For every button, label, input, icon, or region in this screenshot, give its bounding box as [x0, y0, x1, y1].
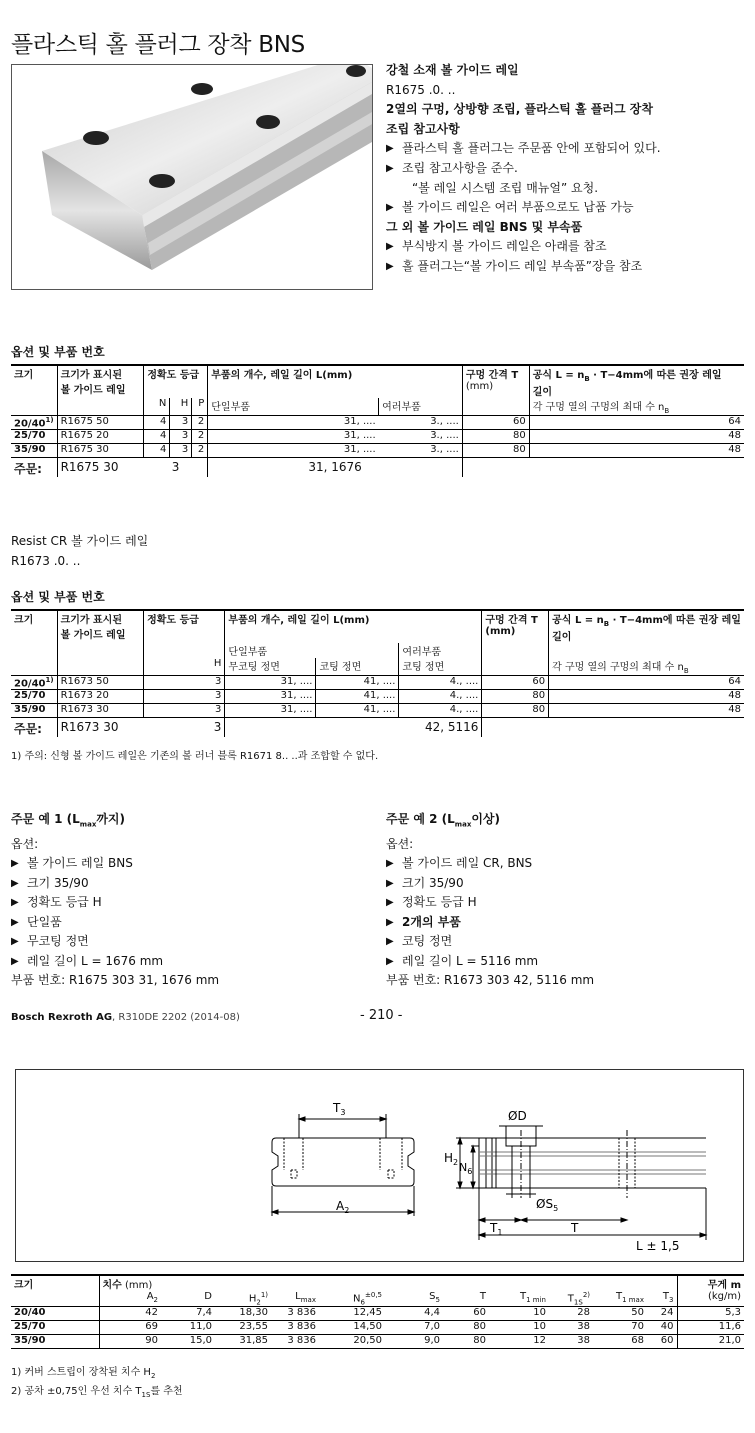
options-heading-2: 옵션 및 부품 번호 — [11, 590, 105, 604]
table-row: 35/90 90 15,0 31,85 3 836 20,50 9,0 80 12 38 68 60 21,0 — [11, 1335, 744, 1349]
label-a2: $A_2$ — [336, 1199, 350, 1215]
col-t1min: $T_{1 min}$ — [520, 1291, 546, 1304]
header-h: H — [144, 658, 225, 676]
table-row: 20/40 42 7,4 18,30 3 836 12,45 4,4 60 10 28 50 24 5,3 — [11, 1307, 744, 1321]
table-row: 35/90 R1675 30 4 3 2 31, .... 3., .... 80 48 — [11, 444, 744, 458]
col-t1s: $T_{1S}^{2)}$ — [567, 1291, 590, 1307]
header-h: H — [170, 398, 192, 416]
header-pitch: 구멍 간격 T (mm) — [482, 610, 549, 643]
desc-bullet: ▶ 플라스틱 홀 플러그는 주문품 안에 포함되어 있다. — [386, 139, 751, 159]
header-weight-unit: (kg/m) — [677, 1291, 744, 1307]
header-parts: 부품의 개수, 레일 길이 L(mm) — [208, 365, 463, 398]
header-formula: 공식 $L = n_B \cdot T-4mm$에 따른 권장 레일 길이 — [529, 365, 744, 398]
header-rail: 크기가 표시된 볼 가이드 레일 — [57, 610, 144, 643]
label-t: T — [571, 1221, 579, 1235]
header-multi: 여러부품 — [379, 398, 463, 416]
label-t1: $T_1$ — [490, 1221, 503, 1237]
options-table-2 — [11, 609, 744, 737]
col-lmax: $L_{max}$ — [295, 1291, 316, 1304]
header-size: 크기 — [14, 1280, 34, 1291]
header-accuracy: 정확도 등급 — [144, 610, 225, 643]
page-number: - 210 - — [360, 1008, 403, 1023]
label-t3: $T_3$ — [333, 1101, 346, 1117]
header-multi: 여러부품 — [399, 643, 482, 658]
col-d: D — [204, 1291, 212, 1302]
footer-company: Bosch Rexroth AG, R310DE 2202 (2014-08) — [11, 1012, 240, 1023]
header-size: 크기 — [14, 370, 34, 381]
header-p: P — [192, 398, 208, 416]
desc-line: 강철 소재 볼 가이드 레일 — [386, 63, 519, 77]
table-row: 25/70 69 11,0 23,55 3 836 14,50 7,0 80 10 38 70 40 11,6 — [11, 1321, 744, 1335]
order-example-1: 주문 예 1 ($L_{max}$까지) 옵션: ▶ 볼 가이드 레일 BNS ▶ 크기 35/90 ▶ 정확도 등급 H ▶ 단일품 ▶ 무코팅 정면 ▶ 레일 길이 L = 1676 mm 부품 번호: R1675 303 31, 1676 mm — [11, 810, 371, 991]
label-os5: $ØS_5$ — [536, 1197, 559, 1213]
desc-line: 2열의 구멍, 상방향 조립, 플라스틱 홀 플러그 장착 — [386, 102, 653, 117]
table-row: 25/70 R1673 20 3 31, .... 41, .... 4., .... 80 48 — [11, 690, 744, 704]
order-example-2: 주문 예 2 ($L_{max}$이상) 옵션: ▶ 볼 가이드 레일 CR, BNS ▶ 크기 35/90 ▶ 정확도 등급 H ▶ 2개의 부품 ▶ 코팅 정면 ▶ 레일 길이 L = 5116 mm 부품 번호: R1673 303 42, 5116 mm — [386, 810, 746, 991]
desc-sub: “볼 레일 시스템 조립 매뉴얼” 요청. — [412, 180, 599, 195]
header-weight: 무게 m — [677, 1275, 744, 1291]
desc-bullet: ▶ 조립 참고사항을 준수. — [386, 159, 751, 179]
resist-info: Resist CR 볼 가이드 레일 R1673 .0. .. — [11, 534, 149, 568]
order-row: 주문: R1675 30 3 31, 1676 — [11, 458, 744, 478]
header-single: 단일부품 — [225, 643, 399, 658]
rail-product-image — [11, 64, 373, 290]
dimension-table — [11, 1274, 744, 1349]
label-h2: $H_2$ — [444, 1151, 459, 1167]
col-t1max: $T_{1 max}$ — [615, 1291, 644, 1304]
col-s5: $S_5$ — [429, 1291, 440, 1304]
table-row: 20/40$^{1)}$ R1675 50 4 3 2 31, .... 3., .... 60 64 — [11, 416, 744, 430]
desc-heading: 그 외 볼 가이드 레일 BNS 및 부속품 — [386, 219, 583, 234]
table-row: 20/40$^{1)}$ R1673 50 3 31, .... 41, .... 4., .... 60 64 — [11, 676, 744, 690]
desc-bullet: ▶ 볼 가이드 레일은 여러 부품으로도 납품 가능 — [386, 198, 751, 218]
header-size: 크기 — [14, 615, 34, 626]
col-a2: $A_2$ — [99, 1291, 161, 1307]
options-table-1 — [11, 364, 744, 477]
desc-bullet: ▶ 부식방지 볼 가이드 레일은 아래를 참조 — [386, 237, 751, 257]
page-title: 플라스틱 홀 플러그 장착 BNS — [11, 32, 305, 58]
header-parts: 부품의 개수, 레일 길이 L(mm) — [225, 610, 482, 643]
col-t: T — [479, 1291, 486, 1302]
header-n: N — [144, 398, 170, 416]
col-t3: $T_3$ — [662, 1291, 674, 1304]
header-max-holes: 각 구멍 열의 구멍의 최대 수 $n_B$ — [529, 398, 744, 416]
col-n6: $N_6^{\pm 0,5}$ — [353, 1291, 382, 1307]
table-row: 25/70 R1675 20 4 3 2 31, .... 3., .... 80 48 — [11, 430, 744, 444]
table-row: 35/90 R1673 30 3 31, .... 41, .... 4., .... 80 48 — [11, 704, 744, 718]
label-n6: $N_6$ — [459, 1161, 473, 1176]
desc-part-number: R1675 .0. .. — [386, 82, 456, 97]
header-uncoated: 무코팅 정면 — [225, 658, 316, 676]
header-max-holes: 각 구멍 열의 구멍의 최대 수 $n_B$ — [549, 658, 744, 676]
label-od: ØD — [508, 1109, 527, 1123]
header-multi-coated: 코팅 정면 — [399, 658, 482, 676]
desc-heading: 조립 참고사항 — [386, 121, 460, 136]
options-heading: 옵션 및 부품 번호 — [11, 345, 105, 359]
label-l: L ± 1,5 — [636, 1239, 680, 1253]
col-h2: $H_2^{1)}$ — [248, 1291, 268, 1307]
header-formula: 공식 $L = n_B \cdot T-4mm$에 따른 권장 레일 길이 — [549, 610, 744, 643]
product-description — [386, 61, 751, 277]
desc-bullet: ▶ 홀 플러그는“볼 가이드 레일 부속품”장을 참조 — [386, 257, 751, 277]
order-row: 주문: R1673 30 3 42, 5116 — [11, 718, 744, 738]
header-accuracy: 정확도 등급 — [144, 365, 208, 398]
technical-drawing — [15, 1069, 744, 1262]
header-single: 단일부품 — [208, 398, 379, 416]
dimension-footnotes: 1) 커버 스트립이 장착된 치수 $H_2$ 2) 공차 ±0,75인 우선 치수 $T_{1S}$를 추천 — [11, 1367, 183, 1399]
header-rail: 크기가 표시된 볼 가이드 레일 — [57, 365, 144, 398]
header-pitch: 구멍 간격 T (mm) — [462, 365, 529, 398]
header-dimensions: 치수 (mm) — [99, 1275, 677, 1291]
footnote: 1) 주의: 신형 볼 가이드 레일은 기존의 볼 러너 블록 R1671 8.. ..과 조합할 수 없다. — [11, 751, 379, 762]
header-coated: 코팅 정면 — [316, 658, 399, 676]
